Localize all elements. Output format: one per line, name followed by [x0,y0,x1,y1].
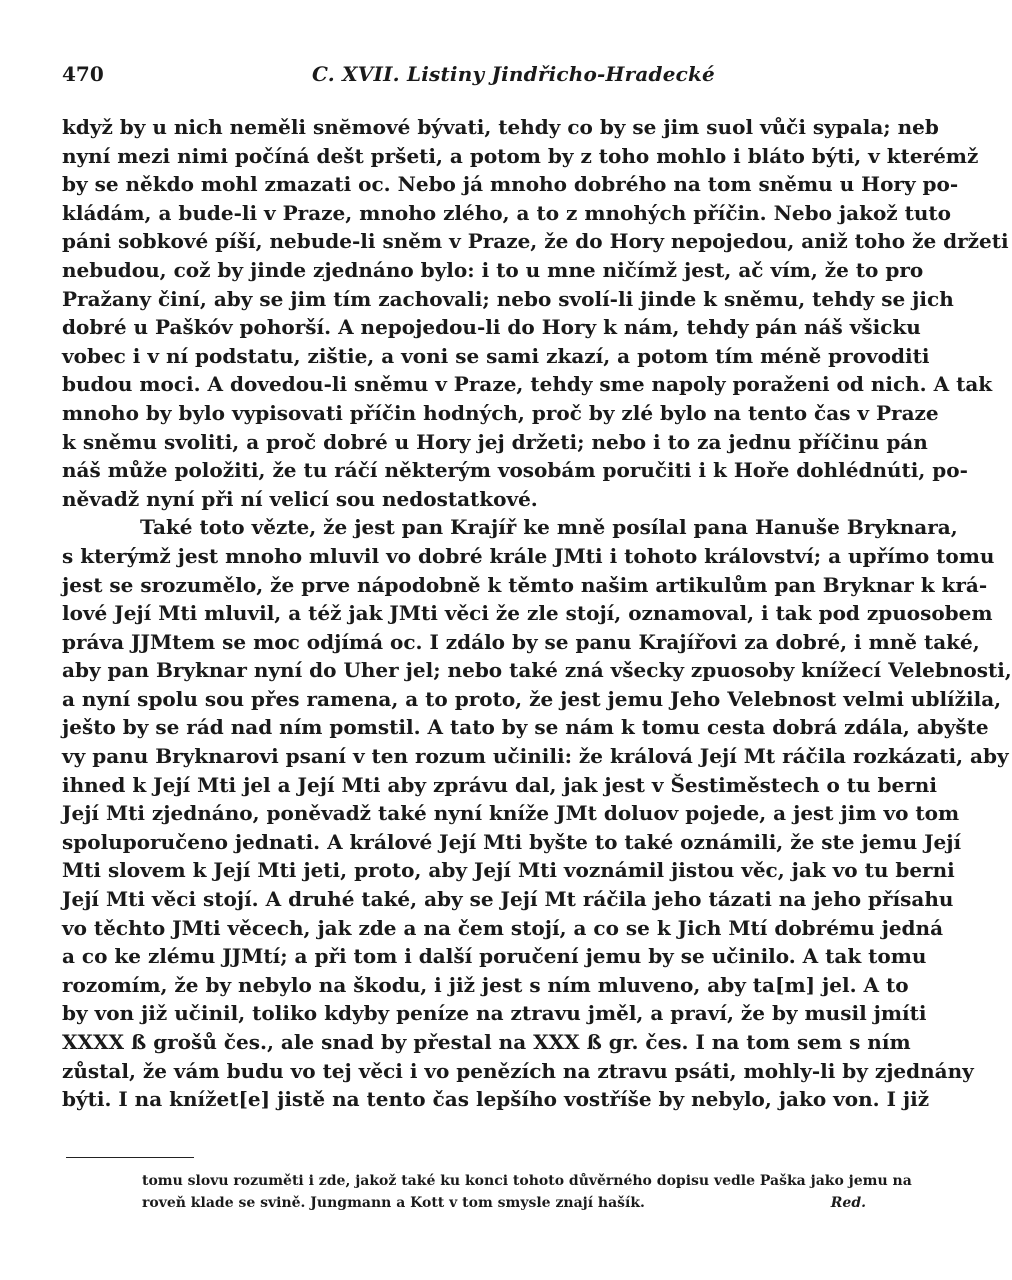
text-line: býti. I na knížet[e] jistě na tento čas lepšího vostříše by nebylo, jako von. I již [62,1087,930,1112]
text-line: vobec i v ní podstatu, zištie, a voni se sami zkazí, a potom tím méně provoditi [62,343,930,368]
text-line: nebudou, což by jinde zjednáno bylo: i to u mne ničímž jest, ač vím, že to pro [62,257,924,282]
text-line: zůstal, že vám budu vo tej věci i vo penězích na ztravu psáti, mohly-li by zjednány [62,1058,974,1083]
text-line: páni sobkové píší, nebude-li sněm v Praze, že do Hory nepojedou, aniž toho že držeti [62,229,1009,254]
text-line: aby pan Bryknar nyní do Uher jel; nebo také zná všecky zpuosoby knížecí Velebnosti, [62,658,1012,683]
text-line: práva JJMtem se moc odjímá oc. I zdálo by se panu Krajířovi za dobré, i mně také, [62,629,980,654]
paragraph [62,513,1012,1113]
footnote-rule [66,1157,194,1158]
paragraph [62,113,1009,513]
text-line: a co ke zlému JJMtí; a při tom i další poručení jemu by se učinilo. A tak tomu [62,944,927,969]
page-number: 470 [62,62,104,86]
text-line: by von již učinil, toliko kdyby peníze na ztravu jměl, a praví, že by musil jmíti [62,1001,927,1026]
text-line: vy panu Bryknarovi psaní v ten rozum učinili: že králová Její Mt ráčila rozkázati, aby [62,744,1009,769]
footnote [142,1170,912,1214]
text-line: dobré u Paškóv pohorší. A nepojedou-li do Hory k nám, tehdy pán náš všicku [62,315,921,340]
text-line: XXXX ß grošů čes., ale snad by přestal na XXX ß gr. čes. I na tom sem s ním [62,1030,911,1054]
text-line: Mti slovem k Její Mti jeti, proto, aby Její Mti voznámil jistou věc, jak vo tu berni [62,858,955,883]
footnote-line: roveň klade se svině. Jungmann a Kott v tom smysle znají hašík. [142,1195,645,1211]
text-line: mnoho by bylo vypisovati příčin hodných, proč by zlé bylo na tento čas v Praze [62,400,939,425]
text-line: a nyní spolu sou přes ramena, a to proto, že jest jemu Jeho Velebnost velmi ublížila, [62,686,1002,711]
text-line: něvadž nyní při ní velicí sou nedostatkové. [62,486,538,511]
text-line: spoluporučeno jednati. A králové Její Mti byšte to také oznámili, že ste jemu Její [62,829,962,854]
text-line: ihned k Její Mti jel a Její Mti aby zprávu dal, jak jest v Šestiměstech o tu berni [62,772,937,797]
text-line: lové Její Mti mluvil, a též jak JMti věci že zle stojí, oznamoval, i tak pod zpuosobem [62,601,993,626]
text-line: náš může položiti, že tu ráčí některým vosobám poručiti i k Hoře dohlédnúti, po- [62,458,968,483]
text-line: Pražany činí, aby se jim tím zachovali; nebo svolí-li jinde k sněmu, tehdy se jich [62,286,954,311]
text-line: rozomím, že by nebylo na škodu, i již jest s ním mluveno, aby ta[m] jel. A to [62,972,909,997]
text-line: když by u nich neměli snĕmové bývati, tehdy co by se jim suol vůči sypala; neb [62,115,939,139]
text-line: by se někdo mohl zmazati oc. Nebo já mnoho dobrého na tom sněmu u Hory po- [62,172,959,197]
running-head [62,62,890,92]
text-line: Její Mti zjednáno, poněvadž také nyní kníže JMt doluov pojede, a jest jim vo tom [62,801,960,826]
footnote-signature: Red. [830,1195,866,1211]
footnote-line: tomu slovu rozuměti i zde, jakož také ku konci tohoto důvěrného dopisu vedle Paška jako jemu na [142,1173,912,1189]
text-line: budou moci. A dovedou-li sněmu v Praze, tehdy sme napoly poraženi od nich. A tak [62,372,993,397]
body-text [62,113,1012,1114]
text-line: vo těchto JMti věcech, jak zde a na čem stojí, a co se k Jich Mtí dobrému jedná [62,915,944,940]
footnote-line-row [142,1192,898,1214]
text-line: ješto by se rád nad ním pomstil. A tato by se nám k tomu cesta dobrá zdála, abyšte [62,715,989,740]
text-line: k sněmu svoliti, a proč dobré u Hory jej držeti; nebo i to za jednu příčinu pán [62,429,928,454]
text-line: jest se srozumělo, že prve nápodobně k těmto našim artikulům pan Bryknar k krá- [62,572,988,597]
text-line: nyní mezi nimi počíná dešt pršeti, a potom by z toho mohlo i bláto býti, v kterémž [62,143,979,168]
text-line: kládám, a bude-li v Praze, mnoho zlého, a to z mnohých příčin. Nebo jakož tuto [62,200,951,225]
text-line: Také toto vězte, že jest pan Krajíř ke mně posílal pana Hanuše Bryknara, [140,515,958,540]
text-line: s kterýmž jest mnoho mluvil vo dobré krále JMti i tohoto království; a upřímo tomu [62,543,995,568]
running-title: C. XVII. Listiny Jindřicho-Hradecké [312,62,715,86]
text-line: Její Mti věci stojí. A druhé také, aby se Její Mt ráčila jeho tázati na jeho přísahu [62,887,954,912]
